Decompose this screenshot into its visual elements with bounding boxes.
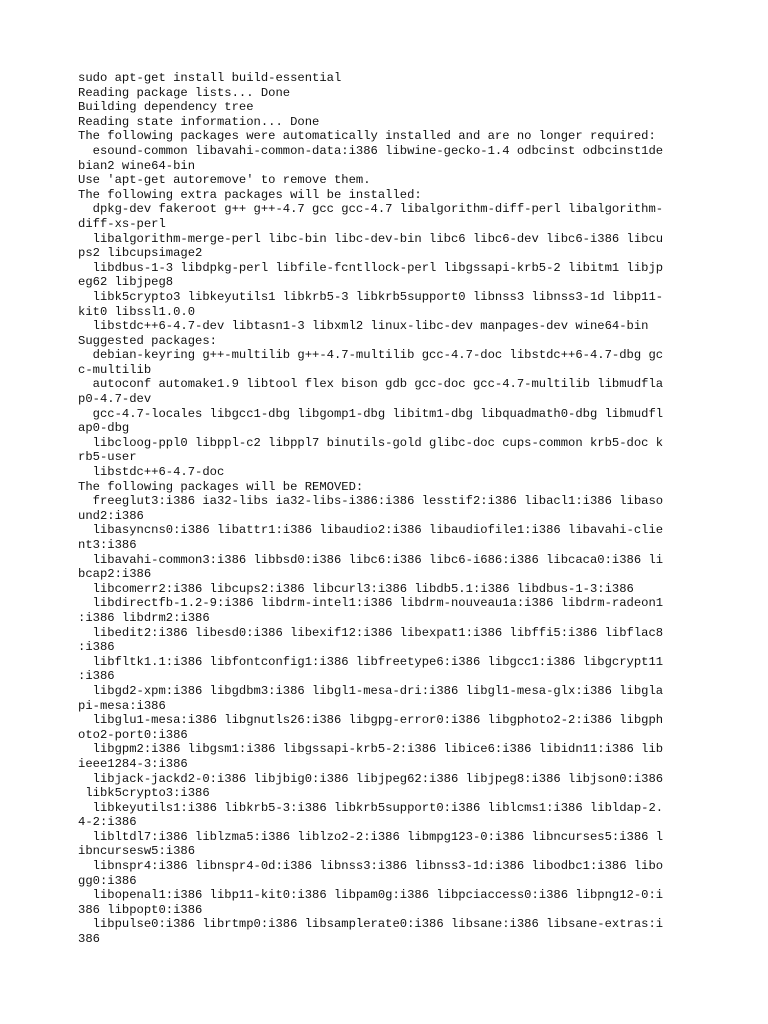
terminal-line: libalgorithm-merge-perl libc-bin libc-dev-bin libc6 libc6-dev libc6-i386 libcu (78, 231, 664, 246)
terminal-line: autoconf automake1.9 libtool flex bison gdb gcc-doc gcc-4.7-multilib libmudfla (78, 377, 664, 392)
terminal-line: bcap2:i386 (78, 567, 152, 582)
terminal-line: sudo apt-get install build-essential (78, 71, 342, 85)
terminal-line: libk5crypto3 libkeyutils1 libkrb5-3 libkrb5support0 libnss3 libnss3-1d libp11- (78, 289, 664, 304)
terminal-line: p0-4.7-dev (78, 392, 152, 407)
terminal-line: :i386 libdrm2:i386 (78, 610, 210, 625)
terminal-line: freeglut3:i386 ia32-libs ia32-libs-i386:i386 lesstif2:i386 libacl1:i386 libaso (78, 494, 664, 509)
terminal-line: c-multilib (78, 362, 152, 377)
terminal-line: :i386 (78, 669, 115, 684)
terminal-line: libpulse0:i386 librtmp0:i386 libsamplerate0:i386 libsane:i386 libsane-extras:i (78, 917, 664, 932)
terminal-line: libltdl7:i386 liblzma5:i386 liblzo2-2:i386 libmpg123-0:i386 libncurses5:i386 l (78, 829, 664, 844)
terminal-line: libcomerr2:i386 libcups2:i386 libcurl3:i386 libdb5.1:i386 libdbus-1-3:i386 (78, 581, 634, 596)
terminal-line: libkeyutils1:i386 libkrb5-3:i386 libkrb5support0:i386 liblcms1:i386 libldap-2. (78, 800, 664, 815)
terminal-line: pi-mesa:i386 (78, 698, 166, 713)
terminal-line: libdirectfb-1.2-9:i386 libdrm-intel1:i386 libdrm-nouveau1a:i386 libdrm-radeon1 (78, 596, 664, 611)
terminal-line: rb5-user (78, 450, 137, 465)
terminal-line: Use 'apt-get autoremove' to remove them. (78, 173, 371, 188)
terminal-line: diff-xs-perl (78, 216, 166, 231)
terminal-line: ieee1284-3:i386 (78, 756, 188, 771)
terminal-line: Building dependency tree (78, 100, 254, 115)
terminal-output (78, 71, 698, 947)
terminal-line: libk5crypto3:i386 (78, 786, 210, 801)
terminal-line: libstdc++6-4.7-doc (78, 465, 225, 480)
terminal-line: The following packages will be REMOVED: (78, 479, 364, 494)
terminal-line: libnspr4:i386 libnspr4-0d:i386 libnss3:i386 libnss3-1d:i386 libodbc1:i386 libo (78, 859, 664, 874)
terminal-line: libcloog-ppl0 libppl-c2 libppl7 binutils-gold glibc-doc cups-common krb5-doc k (78, 435, 664, 450)
terminal-line: debian-keyring g++-multilib g++-4.7-multilib gcc-4.7-doc libstdc++6-4.7-dbg gc (78, 348, 664, 363)
terminal-line: gg0:i386 (78, 873, 137, 888)
terminal-line: libgd2-xpm:i386 libgdbm3:i386 libgl1-mesa-dri:i386 libgl1-mesa-glx:i386 libgla (78, 683, 664, 698)
terminal-line: The following extra packages will be installed: (78, 187, 422, 202)
terminal-line: 4-2:i386 (78, 815, 137, 830)
terminal-line: Reading state information... Done (78, 114, 320, 129)
terminal-line: ps2 libcupsimage2 (78, 246, 203, 261)
terminal-line: ap0-dbg (78, 421, 130, 436)
terminal-line: bian2 wine64-bin (78, 158, 196, 173)
terminal-line: libjack-jackd2-0:i386 libjbig0:i386 libjpeg62:i386 libjpeg8:i386 libjson0:i386 (78, 771, 664, 786)
terminal-line: :i386 (78, 640, 115, 655)
terminal-line: nt3:i386 (78, 538, 137, 552)
terminal-line: libdbus-1-3 libdpkg-perl libfile-fcntllock-perl libgssapi-krb5-2 libitm1 libjp (78, 260, 664, 275)
terminal-line: libgpm2:i386 libgsm1:i386 libgssapi-krb5-2:i386 libice6:i386 libidn11:i386 lib (78, 742, 664, 757)
terminal-line: dpkg-dev fakeroot g++ g++-4.7 gcc gcc-4.7 libalgorithm-diff-perl libalgorithm- (78, 202, 664, 217)
terminal-line: Suggested packages: (78, 333, 217, 348)
terminal-line: gcc-4.7-locales libgcc1-dbg libgomp1-dbg libitm1-dbg libquadmath0-dbg libmudfl (78, 406, 664, 421)
terminal-line: libavahi-common3:i386 libbsd0:i386 libc6:i386 libc6-i686:i386 libcaca0:i386 li (78, 552, 664, 567)
terminal-line: kit0 libssl1.0.0 (78, 304, 196, 319)
terminal-line: Reading package lists... Done (78, 85, 291, 100)
terminal-line: libedit2:i386 libesd0:i386 libexif12:i386 libexpat1:i386 libffi5:i386 libflac8 (78, 625, 664, 640)
terminal-line: oto2-port0:i386 (78, 727, 188, 742)
terminal-line: The following packages were automatically installed and are no longer required: (78, 129, 656, 144)
terminal-line: libstdc++6-4.7-dev libtasn1-3 libxml2 linux-libc-dev manpages-dev wine64-bin (78, 319, 649, 334)
terminal-line: und2:i386 (78, 508, 144, 523)
terminal-line: libasyncns0:i386 libattr1:i386 libaudio2:i386 libaudiofile1:i386 libavahi-clie (78, 523, 664, 538)
terminal-line: 386 libpopt0:i386 (78, 902, 203, 917)
terminal-line: 386 (78, 932, 100, 947)
terminal-line: esound-common libavahi-common-data:i386 libwine-gecko-1.4 odbcinst odbcinst1de (78, 143, 664, 158)
terminal-line: eg62 libjpeg8 (78, 275, 174, 290)
terminal-line: ibncursesw5:i386 (78, 844, 196, 859)
terminal-line: libglu1-mesa:i386 libgnutls26:i386 libgpg-error0:i386 libgphoto2-2:i386 libgph (78, 713, 664, 728)
terminal-line: libopenal1:i386 libp11-kit0:i386 libpam0g:i386 libpciaccess0:i386 libpng12-0:i (78, 888, 664, 903)
terminal-line: libfltk1.1:i386 libfontconfig1:i386 libfreetype6:i386 libgcc1:i386 libgcrypt11 (78, 654, 664, 669)
